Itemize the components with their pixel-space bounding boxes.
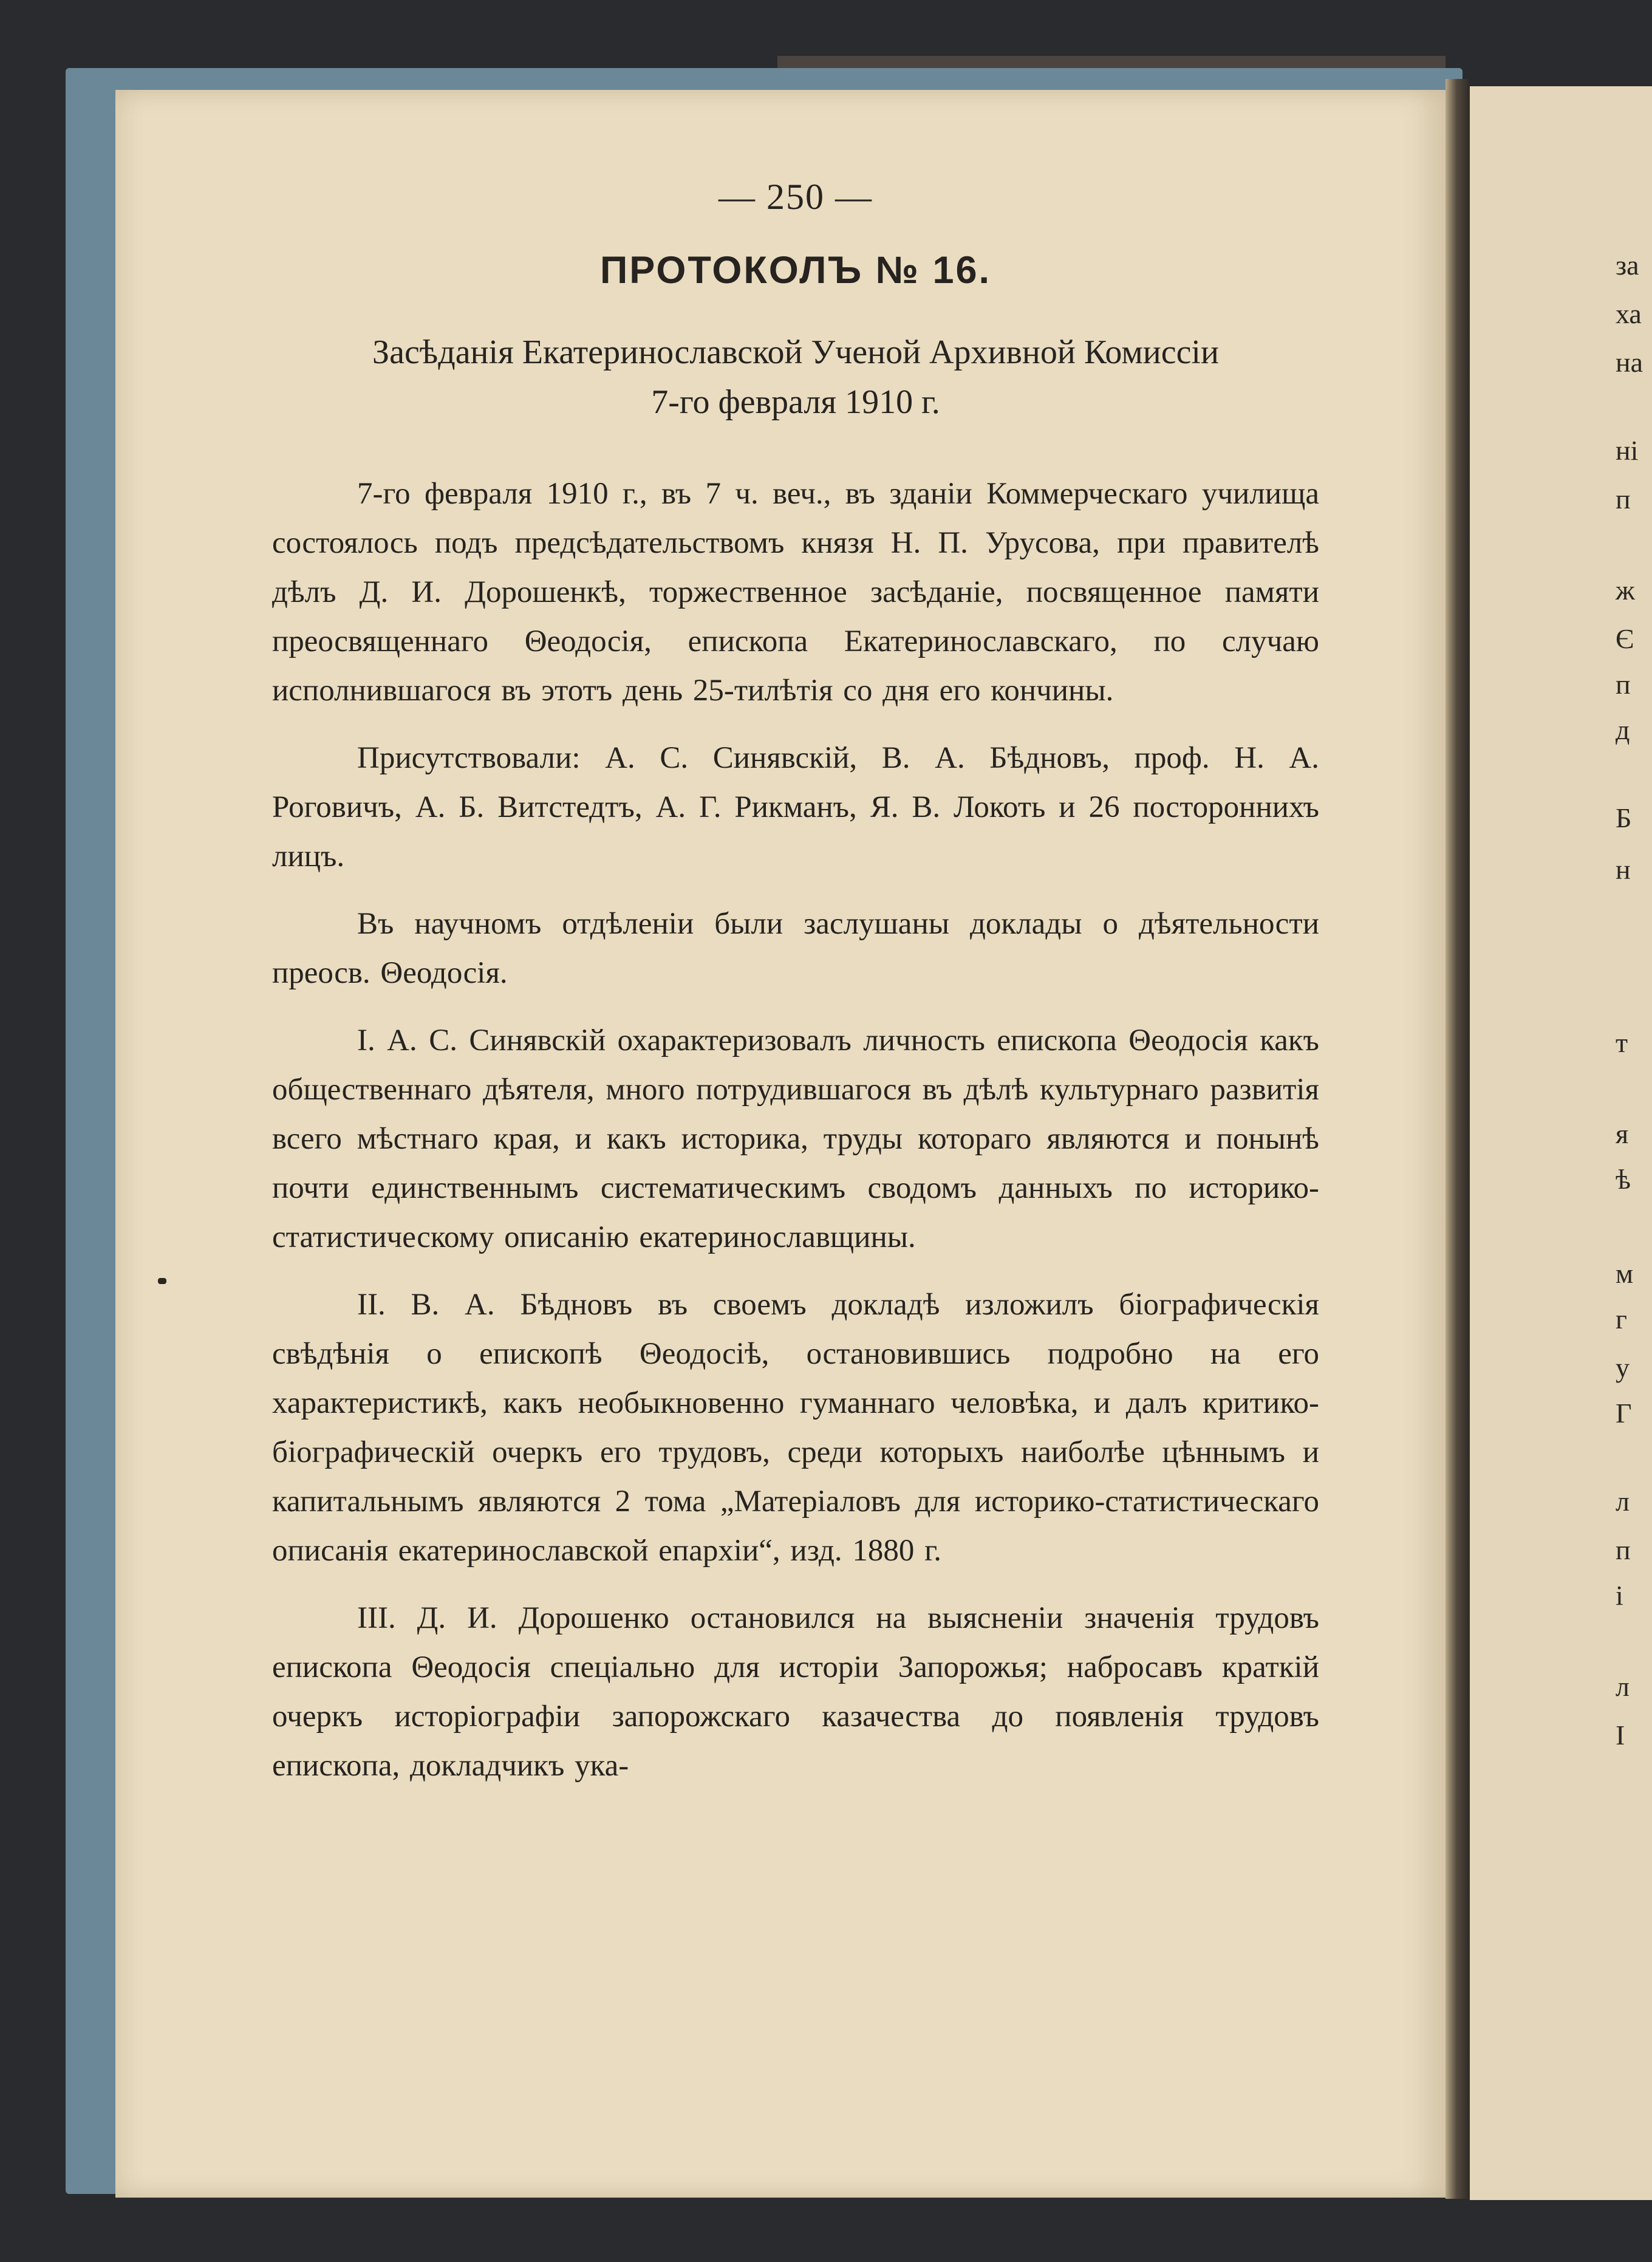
right-page-fragment: п — [1616, 1534, 1631, 1565]
right-page-fragment: г — [1616, 1304, 1627, 1334]
page-text — [272, 176, 1319, 1809]
right-page-fragment: у — [1616, 1352, 1630, 1383]
right-page-fragment: на — [1616, 347, 1643, 378]
right-page-fragment: Є — [1616, 623, 1634, 654]
right-page-fragment: я — [1616, 1118, 1629, 1149]
right-page-fragment: ха — [1616, 298, 1642, 329]
right-page-fragment: Г — [1616, 1398, 1632, 1429]
right-page-fragment: і — [1616, 1580, 1623, 1611]
right-page-fragment: п — [1616, 483, 1631, 514]
right-page-fragment: І — [1616, 1720, 1625, 1751]
page-number: — 250 — — [718, 177, 873, 217]
right-page-fragment: д — [1616, 714, 1630, 745]
right-page-fragment: н — [1616, 854, 1631, 885]
book-gutter — [1445, 79, 1470, 2199]
subtitle-line: Засѣданія Екатеринославской Ученой Архивной Комиссіи — [372, 333, 1219, 371]
protocol-subtitle — [272, 327, 1319, 427]
right-page-fragment: л — [1616, 1486, 1630, 1517]
right-page-fragment: за — [1616, 250, 1639, 281]
right-page-fragment: ж — [1616, 575, 1635, 606]
paragraph: Присутствовали: А. С. Синявскій, В. А. Бѣдновъ, проф. Н. А. Роговичъ, А. Б. Витстедтъ, А. Г. Рикманъ, Я. В. Локоть и 26 постороннихъ лицъ. — [272, 741, 1319, 873]
subtitle-date: 7-го февраля 1910 г. — [651, 383, 940, 421]
paragraph: Въ научномъ отдѣленіи были заслушаны доклады о дѣятельности преосв. Θеодосія. — [272, 907, 1319, 990]
right-page-fragment: л — [1616, 1671, 1630, 1702]
right-page-fragment: м — [1616, 1258, 1634, 1289]
right-page-fragment: т — [1616, 1027, 1628, 1058]
paragraph: I. А. С. Синявскій охарактеризовалъ личность епископа Θеодосія какъ общественнаго дѣятеля, много потрудившагося въ дѣлѣ культурнаго развитія всего мѣстнаго края, и какъ историка, труды котораго являются и понынѣ почти единственнымъ систематическимъ сводомъ данныхъ по историко-статистическому описанію екатеринославщины. — [272, 1023, 1319, 1254]
paragraph: III. Д. И. Дорошенко остановился на выясненіи значенія трудовъ епископа Θеодосія спеціально для исторіи Запорожья; набросавъ краткій очеркъ исторіографіи запорожскаго казачества до появленія трудовъ епископа, докладчикъ ука- — [272, 1601, 1319, 1783]
right-page-fragment: ѣ — [1616, 1164, 1631, 1195]
paragraph: 7-го февраля 1910 г., въ 7 ч. веч., въ зданіи Коммерческаго училища состоялось подъ предсѣдательствомъ князя Н. П. Урусова, при правителѣ дѣлъ Д. И. Дорошенкѣ, торжественное засѣданіе, посвященное памяти преосвященнаго Θеодосія, епископа Екатеринославскаго, по случаю исполнившагося въ этотъ день 25-тилѣтія со дня его кончины. — [272, 477, 1319, 708]
right-page-fragment: ні — [1616, 435, 1639, 466]
protocol-title: ПРОТОКОЛЪ № 16. — [599, 249, 992, 292]
margin-mark — [158, 1278, 166, 1284]
right-page-fragment: Б — [1616, 802, 1632, 833]
paragraph: II. В. А. Бѣдновъ въ своемъ докладѣ изложилъ біографическія свѣдѣнія о епископѣ Θеодосіѣ, остановившись подробно на его характеристикѣ, какъ необыкновенно гуманнаго человѣка, и далъ критико-біографическій очеркъ его трудовъ, среди которыхъ наиболѣе цѣннымъ и капитальнымъ являются 2 тома „Матеріаловъ для историко-статистическаго описанія екатеринославской епархіи“, изд. 1880 г. — [272, 1288, 1319, 1568]
right-page-text-fragments — [1616, 0, 1646, 2262]
right-page-fragment: п — [1616, 669, 1631, 700]
